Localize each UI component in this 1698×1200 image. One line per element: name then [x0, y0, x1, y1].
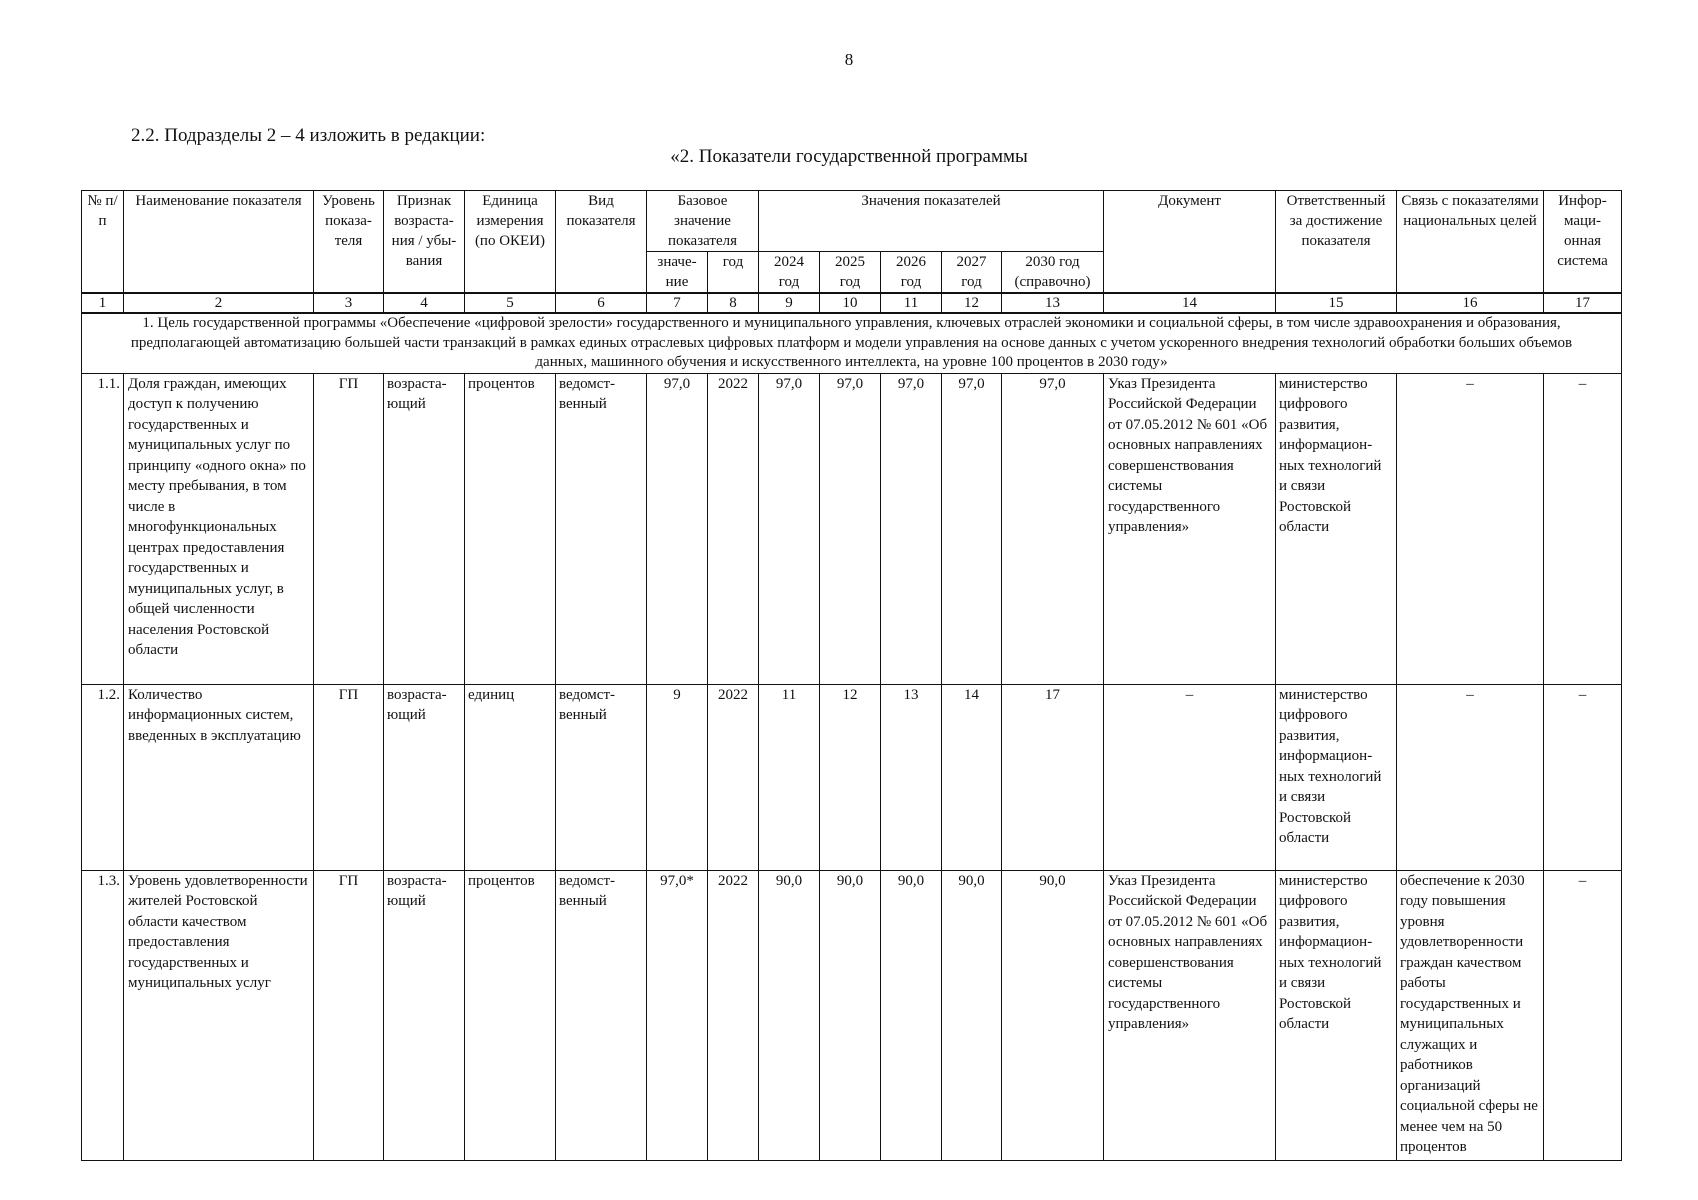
column-number: 17 [1544, 293, 1622, 313]
national-goals-link: – [1397, 373, 1544, 684]
value-2030: 90,0 [1002, 870, 1104, 1160]
header-trend: Признак возраста-ния / убы-вания [384, 191, 465, 294]
row-number: 1.2. [82, 684, 124, 870]
header-2024: 2024 год [759, 252, 820, 294]
header-kind: Вид показателя [556, 191, 647, 294]
indicator-unit: единиц [465, 684, 556, 870]
column-number: 13 [1002, 293, 1104, 313]
header-document: Документ [1104, 191, 1276, 294]
header-values: Значения показателей [759, 191, 1104, 252]
indicator-level: ГП [314, 373, 384, 684]
table-row [82, 870, 1622, 1160]
value-2024: 11 [759, 684, 820, 870]
header-base-year: год [708, 252, 759, 294]
national-goals-link: обеспечение к 2030 году повышения уровня удовлетворенности граждан качеством работы государственных и муниципальных служащих и работников организаций социальной сферы не менее чем на 50 процентов [1397, 870, 1544, 1160]
column-number: 12 [942, 293, 1002, 313]
indicator-trend: возраста-ющий [384, 373, 465, 684]
base-value: 9 [647, 684, 708, 870]
national-goals-link: – [1397, 684, 1544, 870]
indicator-kind: ведомст-венный [556, 684, 647, 870]
goal-row [82, 313, 1622, 373]
responsible: министерство цифрового развития, информацион-ных технологий и связи Ростовской области [1276, 870, 1397, 1160]
column-number: 14 [1104, 293, 1276, 313]
value-2026: 97,0 [881, 373, 942, 684]
value-2027: 97,0 [942, 373, 1002, 684]
column-number: 16 [1397, 293, 1544, 313]
header-unit: Единица измерения (по ОКЕИ) [465, 191, 556, 294]
column-number: 7 [647, 293, 708, 313]
table-row [82, 684, 1622, 870]
table-row [82, 373, 1622, 684]
header-2025: 2025 год [820, 252, 881, 294]
value-2025: 97,0 [820, 373, 881, 684]
section-title [0, 146, 1698, 168]
responsible: министерство цифрового развития, информацион-ных технологий и связи Ростовской области [1276, 684, 1397, 870]
header-base-value: значе-ние [647, 252, 708, 294]
header-row-1 [82, 191, 1622, 252]
value-2030: 17 [1002, 684, 1104, 870]
indicator-name: Доля граждан, имеющих доступ к получению государственных и муниципальных услуг по принципу «одного окна» по месту пребывания, в том числе в многофункциональных центрах предоставления государственных и муниципальных услуг, в общей численности населения Ростовской области [124, 373, 314, 684]
header-2030: 2030 год (справочно) [1002, 252, 1104, 294]
row-number: 1.1. [82, 373, 124, 684]
document: – [1104, 684, 1276, 870]
indicators-table [81, 190, 1622, 1161]
header-num: № п/п [82, 191, 124, 294]
header-responsible: Ответственный за достижение показателя [1276, 191, 1397, 294]
header-level: Уровень показа-теля [314, 191, 384, 294]
value-2025: 90,0 [820, 870, 881, 1160]
header-name: Наименование показателя [124, 191, 314, 294]
base-value: 97,0* [647, 870, 708, 1160]
indicator-unit: процентов [465, 870, 556, 1160]
base-year: 2022 [708, 373, 759, 684]
column-number: 3 [314, 293, 384, 313]
header-infosys: Инфор-маци-онная система [1544, 191, 1622, 294]
indicator-level: ГП [314, 684, 384, 870]
value-2024: 97,0 [759, 373, 820, 684]
column-number: 6 [556, 293, 647, 313]
value-2026: 90,0 [881, 870, 942, 1160]
column-number: 1 [82, 293, 124, 313]
value-2025: 12 [820, 684, 881, 870]
indicator-unit: процентов [465, 373, 556, 684]
indicator-name: Уровень удовлетворенности жителей Ростовской области качеством предоставления государственных и муниципальных услуг [124, 870, 314, 1160]
goal-text: 1. Цель государственной программы «Обеспечение «цифровой зрелости» государственного и муниципального управления, ключевых отраслей экономики и социальной сферы, в том числе здравоохранения и образования, предполагающей автоматизацию большей части транзакций в рамках единых отраслевых цифровых платформ и модели управления на основе данных с учетом ускоренного внедрения технологий обработки больших объемов данных, машинного обучения и искусственного интеллекта, на уровне 100 процентов в 2030 году» [82, 313, 1622, 373]
value-2024: 90,0 [759, 870, 820, 1160]
indicator-level: ГП [314, 870, 384, 1160]
base-year: 2022 [708, 684, 759, 870]
header-link: Связь с показателями национальных целей [1397, 191, 1544, 294]
header-2026: 2026 год [881, 252, 942, 294]
value-2026: 13 [881, 684, 942, 870]
page-number: 8 [844, 50, 854, 69]
column-number: 4 [384, 293, 465, 313]
section-title-text: «2. Показатели государственной программы [670, 146, 1028, 167]
row-number: 1.3. [82, 870, 124, 1160]
information-system: – [1544, 684, 1622, 870]
indicator-kind: ведомст-венный [556, 870, 647, 1160]
value-2027: 90,0 [942, 870, 1002, 1160]
header-2027: 2027 год [942, 252, 1002, 294]
responsible: министерство цифрового развития, информацион-ных технологий и связи Ростовской области [1276, 373, 1397, 684]
column-numbers-row [82, 293, 1622, 313]
value-2030: 97,0 [1002, 373, 1104, 684]
column-number: 15 [1276, 293, 1397, 313]
column-number: 5 [465, 293, 556, 313]
information-system: – [1544, 870, 1622, 1160]
indicator-name: Количество информационных систем, введенных в эксплуатацию [124, 684, 314, 870]
base-value: 97,0 [647, 373, 708, 684]
column-number: 10 [820, 293, 881, 313]
header-base: Базовое значение показателя [647, 191, 759, 252]
document: Указ Президента Российской Федерации от 07.05.2012 № 601 «Об основных направлениях совершенствования системы государственного управления» [1104, 870, 1276, 1160]
column-number: 8 [708, 293, 759, 313]
indicator-kind: ведомст-венный [556, 373, 647, 684]
intro-text: 2.2. Подразделы 2 – 4 изложить в редакции: [131, 125, 486, 146]
value-2027: 14 [942, 684, 1002, 870]
indicator-trend: возраста-ющий [384, 870, 465, 1160]
document: Указ Президента Российской Федерации от 07.05.2012 № 601 «Об основных направлениях совершенствования системы государственного управления» [1104, 373, 1276, 684]
column-number: 11 [881, 293, 942, 313]
indicator-trend: возраста-ющий [384, 684, 465, 870]
base-year: 2022 [708, 870, 759, 1160]
column-number: 2 [124, 293, 314, 313]
information-system: – [1544, 373, 1622, 684]
column-number: 9 [759, 293, 820, 313]
